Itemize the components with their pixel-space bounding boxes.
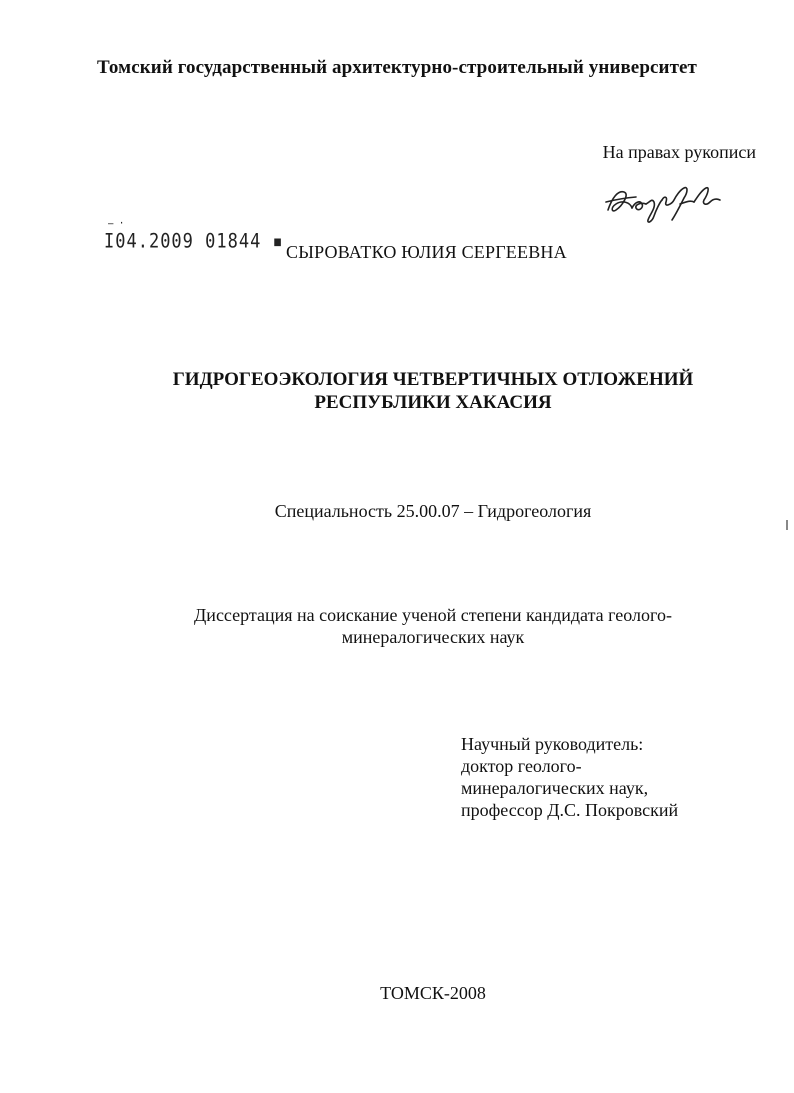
library-registration-code xyxy=(104,218,284,253)
advisor-line: доктор геолого- xyxy=(461,756,582,776)
degree-line: минералогических наук xyxy=(341,627,525,647)
degree-statement xyxy=(0,604,794,648)
scientific-advisor xyxy=(461,733,678,821)
author-name: СЫРОВАТКО ЮЛИЯ СЕРГЕЕВНА xyxy=(286,242,567,262)
advisor-line: минералогических наук, xyxy=(461,778,649,798)
manuscript-rights-note: На правах рукописи xyxy=(602,142,756,162)
scan-edge-mark xyxy=(786,520,788,530)
title-line: ГИДРОГЕОЭКОЛОГИЯ ЧЕТВЕРТИЧНЫХ ОТЛОЖЕНИЙ xyxy=(172,369,694,390)
specialty: Специальность 25.00.07 – Гидрогеология xyxy=(274,501,592,521)
city-year: ТОМСК-2008 xyxy=(380,983,486,1003)
degree-line: Диссертация на соискание ученой степени кандидата геолого- xyxy=(194,605,672,625)
library-code-bullet: ▪ xyxy=(261,230,284,253)
library-code-prefix: I xyxy=(104,230,116,253)
advisor-line: Научный руководитель: xyxy=(461,734,644,754)
university-name: Томский государственный архитектурно-строительный университет xyxy=(97,57,697,78)
library-code-number: 04.2009 01844 xyxy=(115,230,262,253)
advisor-line: профессор Д.С. Покровский xyxy=(461,800,679,820)
dissertation-title xyxy=(0,368,794,414)
library-code-mark: – · xyxy=(108,218,125,230)
title-line: РЕСПУБЛИКИ ХАКАСИЯ xyxy=(314,392,552,413)
author-signature xyxy=(602,180,726,228)
